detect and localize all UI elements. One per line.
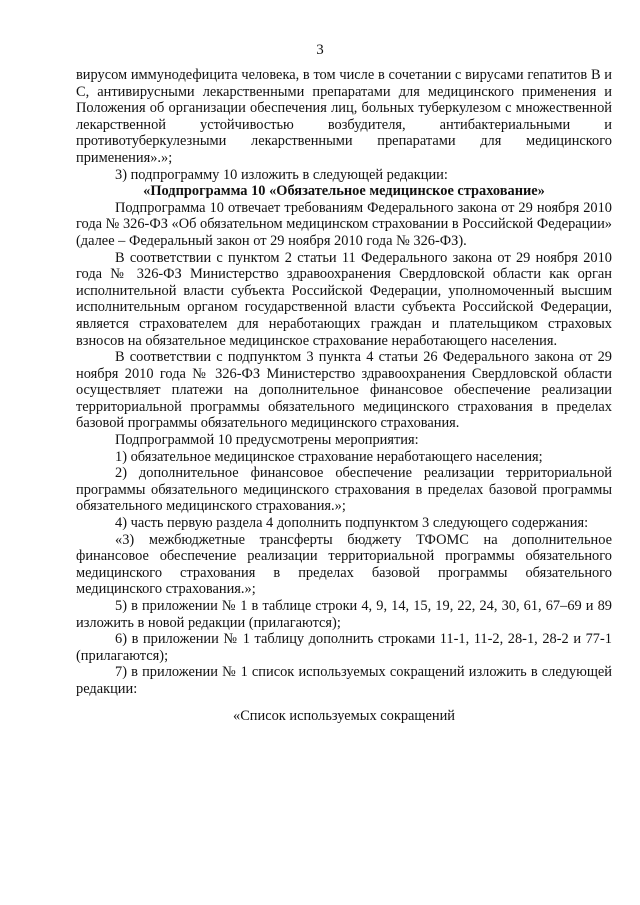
paragraph-transfers: «3) межбюджетные трансферты бюджету ТФОМС на дополнительное финансовое обеспечение реализации территориальной программы обязательного медицинского страхования в пределах базовой программы обязательного медицинского страхования.»; bbox=[76, 531, 612, 598]
paragraph-item-6: 6) в приложении № 1 таблицу дополнить строками 11-1, 11-2, 28-1, 28-2 и 77-1 (прилагаются); bbox=[76, 631, 612, 664]
abbreviations-heading: «Список используемых сокращений bbox=[233, 707, 455, 724]
paragraph-subprogram-law: Подпрограмма 10 отвечает требованиям Федерального закона от 29 ноября 2010 года № 326-ФЗ «Об обязательном медицинском страховании в Российской Федерации» (далее – Федеральный закон от 29 ноября 2010 года № 326-ФЗ). bbox=[76, 199, 612, 249]
paragraph-measure-2: 2) дополнительное финансовое обеспечение реализации территориальной программы обязательного медицинского страхования в пределах базовой программы обязательного медицинского страхования.»; bbox=[76, 465, 612, 515]
paragraph-item-4: 4) часть первую раздела 4 дополнить подпунктом 3 следующего содержания: bbox=[115, 515, 589, 532]
paragraph-continuation: вирусом иммунодефицита человека, в том числе в сочетании с вирусами гепатитов В и С, антивирусными лекарственными препаратами для медицинского применения и Положения об организации обеспечения лиц, больных туберкулезом с множественной лекарственной устойчивостью возбудителя, антибактериальными и противотуберкулезными лекарственными препаратами для медицинского применения».»; bbox=[76, 67, 612, 166]
paragraph-item-5: 5) в приложении № 1 в таблице строки 4, 9, 14, 15, 19, 22, 24, 30, 61, 67–69 и 89 изложить в новой редакции (прилагаются); bbox=[76, 598, 612, 631]
subprogram-heading: «Подпрограмма 10 «Обязательное медицинское страхование» bbox=[143, 183, 545, 200]
paragraph-measures-intro: Подпрограммой 10 предусмотрены мероприятия: bbox=[115, 432, 419, 449]
paragraph-article-26: В соответствии с подпунктом 3 пункта 4 статьи 26 Федерального закона от 29 ноября 2010 года № 326-ФЗ Министерство здравоохранения Свердловской области осуществляет платежи на дополнительное финансовое обеспечение реализации территориальной программы обязательного медицинского страхования в пределах базовой программы обязательного медицинского страхования. bbox=[76, 349, 612, 432]
paragraph-item-7: 7) в приложении № 1 список используемых сокращений изложить в следующей редакции: bbox=[76, 664, 612, 697]
page-number: 3 bbox=[316, 42, 324, 58]
paragraph-article-11: В соответствии с пунктом 2 статьи 11 Федерального закона от 29 ноября 2010 года № 326-ФЗ Министерство здравоохранения Свердловской области как орган исполнительной власти субъекта Российской Федерации, уполномоченный высшим исполнительным органом государственной власти субъекта Российской Федерации, является страхователем для неработающих граждан и плательщиком страховых взносов на обязательное медицинское страхование неработающего населения. bbox=[76, 249, 612, 349]
document-body bbox=[76, 67, 612, 724]
paragraph-item-3: 3) подпрограмму 10 изложить в следующей редакции: bbox=[115, 166, 448, 183]
paragraph-measure-1: 1) обязательное медицинское страхование неработающего населения; bbox=[115, 448, 543, 465]
